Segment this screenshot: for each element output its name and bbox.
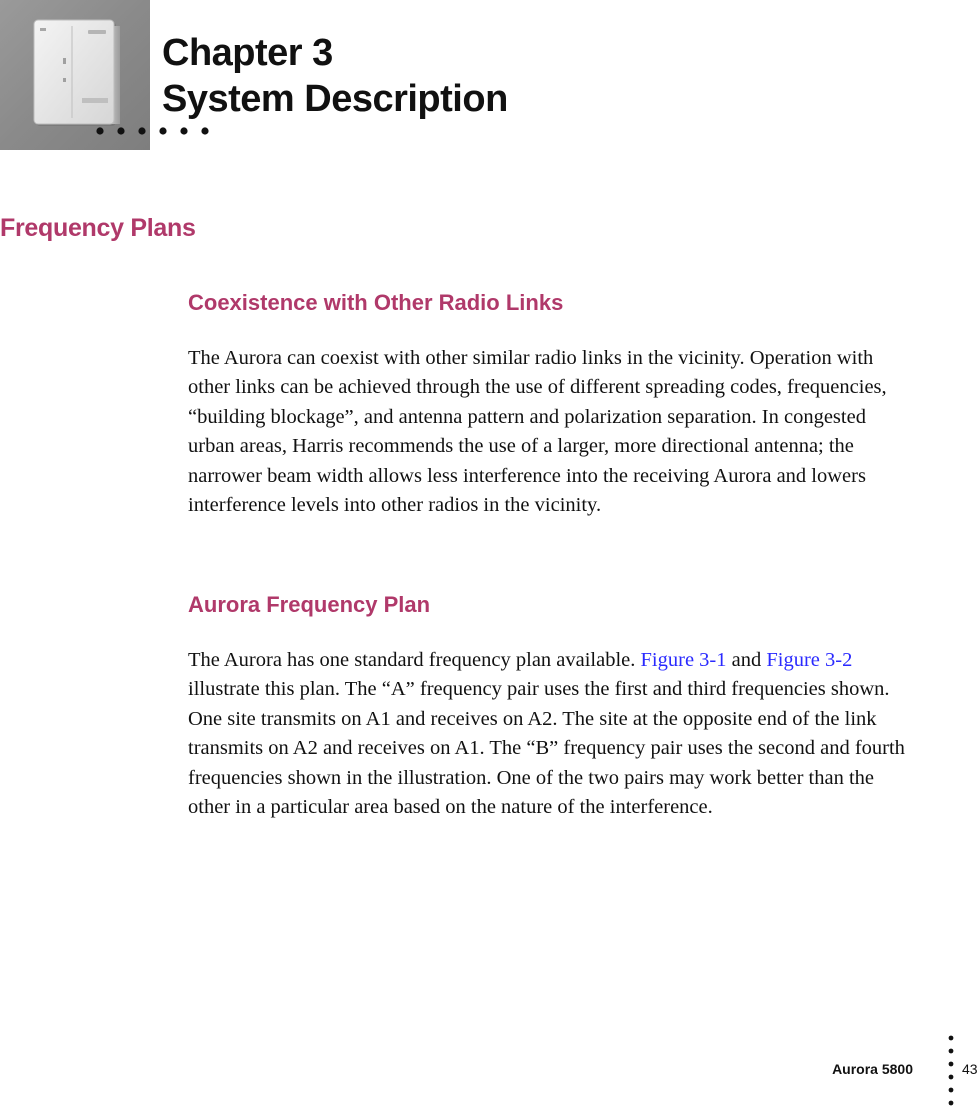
figure-3-1-link[interactable]: Figure 3-1 [640, 649, 727, 671]
footer-product-name: Aurora 5800 [832, 1061, 913, 1077]
paragraph-text-rest: illustrate this plan. The “A” frequency pair uses the first and third frequencies shown. One site transmits on A1 and receives on A2. The site at the opposite end of the link transmits on A2 and receives on A1. The “B” frequency pair uses the second and fourth frequencies shown in the illustration. One of the two pairs may work better than the other in a particular area based on the nature of the interference. [188, 678, 905, 819]
coexistence-heading: Coexistence with Other Radio Links [188, 290, 564, 315]
chapter-number: Chapter 3 [162, 32, 333, 74]
figure-3-2-link[interactable]: Figure 3-2 [766, 649, 853, 671]
frequency-plan-heading: Aurora Frequency Plan [188, 592, 431, 617]
chapter-name: System Description [162, 78, 508, 120]
footer-dots [946, 1034, 956, 1106]
coexistence-paragraph: The Aurora can coexist with other similar radio links in the vicinity. Operation with other links can be achieved through the use of different spreading codes, frequencies, “building blockage”, and antenna pattern and polarization separation. In congested urban areas, Harris recommends the use of a larger, more directional antenna; the narrower beam width allows less interference into the receiving Aurora and lowers interference levels into other radios in the vicinity. [188, 347, 887, 517]
paragraph-text-start: The Aurora has one standard frequency plan available. [188, 649, 641, 671]
page-number: 43 [962, 1061, 978, 1077]
chapter-title [162, 30, 508, 122]
decorative-dots [94, 124, 214, 138]
frequency-plan-paragraph [188, 646, 908, 822]
paragraph-text-and: and [726, 649, 767, 671]
section-heading: Frequency Plans [0, 214, 196, 242]
